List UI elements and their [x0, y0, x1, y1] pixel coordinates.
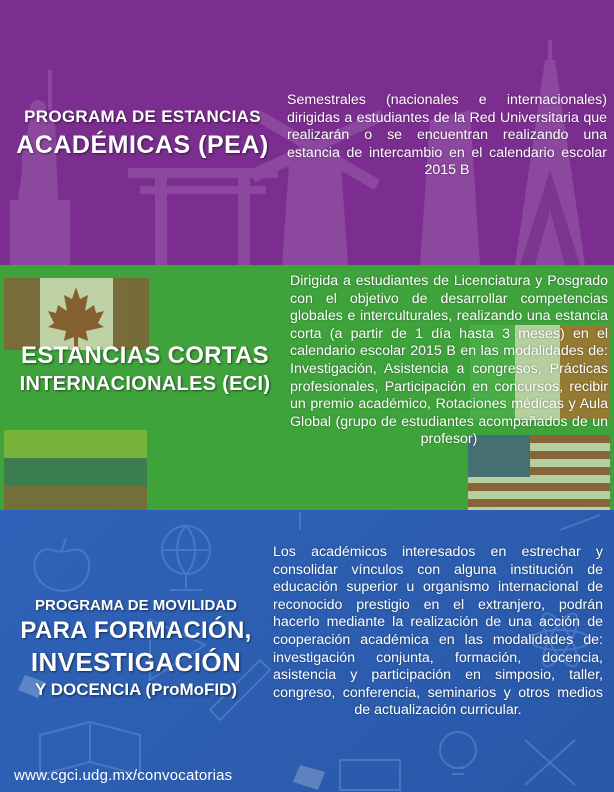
promofid-title-line1: PROGRAMA DE MOVILIDAD	[35, 597, 237, 614]
promofid-title-line4: Y DOCENCIA (ProMoFID)	[34, 680, 238, 699]
section-eci	[0, 265, 614, 510]
eci-description: Dirigida a estudiantes de Licenciatura y Posgrado con el objetivo de desarrollar competencias globales e interculturales, realizando una estancia corta (a partir de 1 día hasta 3 meses) en el calendario escolar 2015 B en las modalidades de: Investigación, Asistencia a congresos, Prácticas profesionales, Participación en concursos, recibir un premio académico, Rotaciones médicas y Aula Global (grupo de estudiantes acompañados de un profesor)	[290, 273, 608, 448]
promofid-title-line2: PARA FORMACIÓN,	[20, 617, 252, 644]
eci-title-line1: ESTANCIAS CORTAS	[21, 342, 269, 369]
canada-flag-icon	[4, 278, 149, 350]
section-promofid	[0, 510, 614, 792]
promofid-title-line3: INVESTIGACIÓN	[30, 647, 242, 677]
convocatorias-link[interactable]: www.cgci.udg.mx/convocatorias	[14, 767, 233, 784]
pea-title-line2: ACADÉMICAS (PEA)	[16, 131, 269, 159]
section-pea	[0, 0, 614, 265]
pea-title-line1: PROGRAMA DE ESTANCIAS	[24, 107, 261, 126]
striped-flag-icon	[4, 430, 147, 510]
eci-title-line2: INTERNACIONALES (ECI)	[19, 373, 271, 395]
promofid-description: Los académicos interesados en estrechar y consolidar vínculos con alguna institución de educación superior u organismo internacional de reconocido prestigio en el extranjero, podrán hacerlo mediante la realización de una acción de cooperación académica en las modalidades de: investigación conjunta, formación, docencia, asistencia y participación en simposio, taller, congreso, conferencia, seminarios y otros medios de actualización curricular.	[273, 544, 603, 719]
pea-description: Semestrales (nacionales e internacionales) dirigidas a estudiantes de la Red Universitaria que realizarán o se encuentran realizando una estancia de intercambio en el calendario escolar 2015 B	[287, 92, 607, 179]
